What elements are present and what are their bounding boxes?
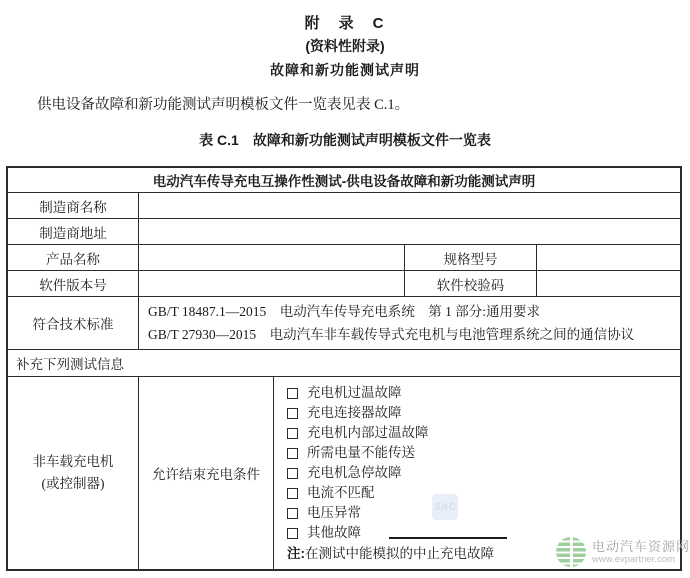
watermark-site-url: www.evpartner.com	[592, 554, 675, 565]
checkbox-icon[interactable]	[287, 468, 298, 479]
spec-model-value	[536, 245, 680, 270]
fill-in-blank-line[interactable]	[389, 537, 507, 539]
checkbox-icon[interactable]	[287, 428, 298, 439]
manufacturer-name-value	[138, 193, 680, 218]
supplement-row	[8, 349, 680, 376]
table-title-row	[8, 168, 680, 192]
table-title: 电动汽车传导充电互操作性测试-供电设备故障和新功能测试声明	[152, 174, 536, 189]
charger-label-line1: 非车载充电机	[32, 454, 114, 469]
manufacturer-name-row	[8, 192, 680, 218]
condition-item	[287, 383, 402, 403]
condition-label: 充电机急停故障	[307, 465, 402, 480]
condition-label: 电压异常	[307, 505, 361, 520]
standard-line-1: GB/T 18487.1—2015 电动汽车传导充电系统 第 1 部分:通用要求	[148, 304, 541, 319]
condition-label: 充电机过温故障	[307, 385, 402, 400]
condition-item	[287, 463, 402, 483]
appendix-heading: 附 录 C	[304, 15, 386, 32]
watermark-site-name: 电动汽车资源网	[592, 539, 690, 554]
condition-label: 其他故障	[307, 525, 361, 540]
appendix-title-heading: 故障和新功能测试声明	[270, 62, 420, 78]
checkbox-icon[interactable]	[287, 408, 298, 419]
condition-item	[287, 423, 429, 443]
standards-row	[8, 296, 680, 349]
condition-item	[287, 483, 375, 503]
condition-item-other	[287, 523, 507, 543]
table-caption: 表 C.1 故障和新功能测试声明模板文件一览表	[199, 132, 491, 148]
sac-watermark-text: SAC	[433, 501, 457, 513]
condition-item	[287, 503, 361, 523]
condition-label: 充电机内部过温故障	[307, 425, 429, 440]
checkbox-icon[interactable]	[287, 528, 298, 539]
standard-line-2: GB/T 27930—2015 电动汽车非车载传导式充电机与电池管理系统之间的通信协议	[148, 327, 635, 342]
product-spec-row	[8, 244, 680, 270]
manufacturer-address-label: 制造商地址	[39, 225, 107, 241]
standards-label: 符合技术标准	[32, 317, 114, 332]
supplement-heading: 补充下列测试信息	[16, 357, 124, 372]
intro-paragraph: 供电设备故障和新功能测试声明模板文件一览表见表 C.1。	[37, 97, 410, 113]
condition-label: 电流不匹配	[307, 485, 375, 500]
checkbox-icon[interactable]	[287, 388, 298, 399]
note-prefix: 注:	[287, 546, 305, 561]
product-name-label: 产品名称	[46, 251, 100, 267]
software-version-value	[138, 271, 404, 296]
checkbox-icon[interactable]	[287, 508, 298, 519]
note-text: 在测试中能模拟的中止充电故障	[305, 546, 494, 561]
standards-value	[138, 297, 680, 349]
product-name-value	[138, 245, 404, 270]
condition-item	[287, 443, 415, 463]
software-checksum-value	[536, 271, 680, 296]
software-row	[8, 270, 680, 296]
condition-label: 充电连接器故障	[307, 405, 402, 420]
manufacturer-name-label: 制造商名称	[39, 199, 107, 215]
charger-label-line2: (或控制器)	[41, 476, 105, 491]
condition-label: 所需电量不能传送	[307, 445, 415, 460]
test-info-row	[8, 376, 680, 569]
manufacturer-address-row	[8, 218, 680, 244]
end-condition-list	[273, 377, 680, 569]
condition-note	[287, 544, 494, 564]
spec-model-label: 规格型号	[404, 245, 536, 270]
checkbox-icon[interactable]	[287, 488, 298, 499]
appendix-type-heading: (资料性附录)	[305, 38, 385, 54]
charger-label	[8, 377, 138, 569]
condition-item	[287, 403, 402, 423]
checkbox-icon[interactable]	[287, 448, 298, 459]
manufacturer-address-value	[138, 219, 680, 244]
software-version-label: 软件版本号	[39, 277, 107, 293]
end-condition-label: 允许结束充电条件	[138, 377, 273, 569]
software-checksum-label: 软件校验码	[404, 271, 536, 296]
declaration-table	[6, 166, 682, 571]
